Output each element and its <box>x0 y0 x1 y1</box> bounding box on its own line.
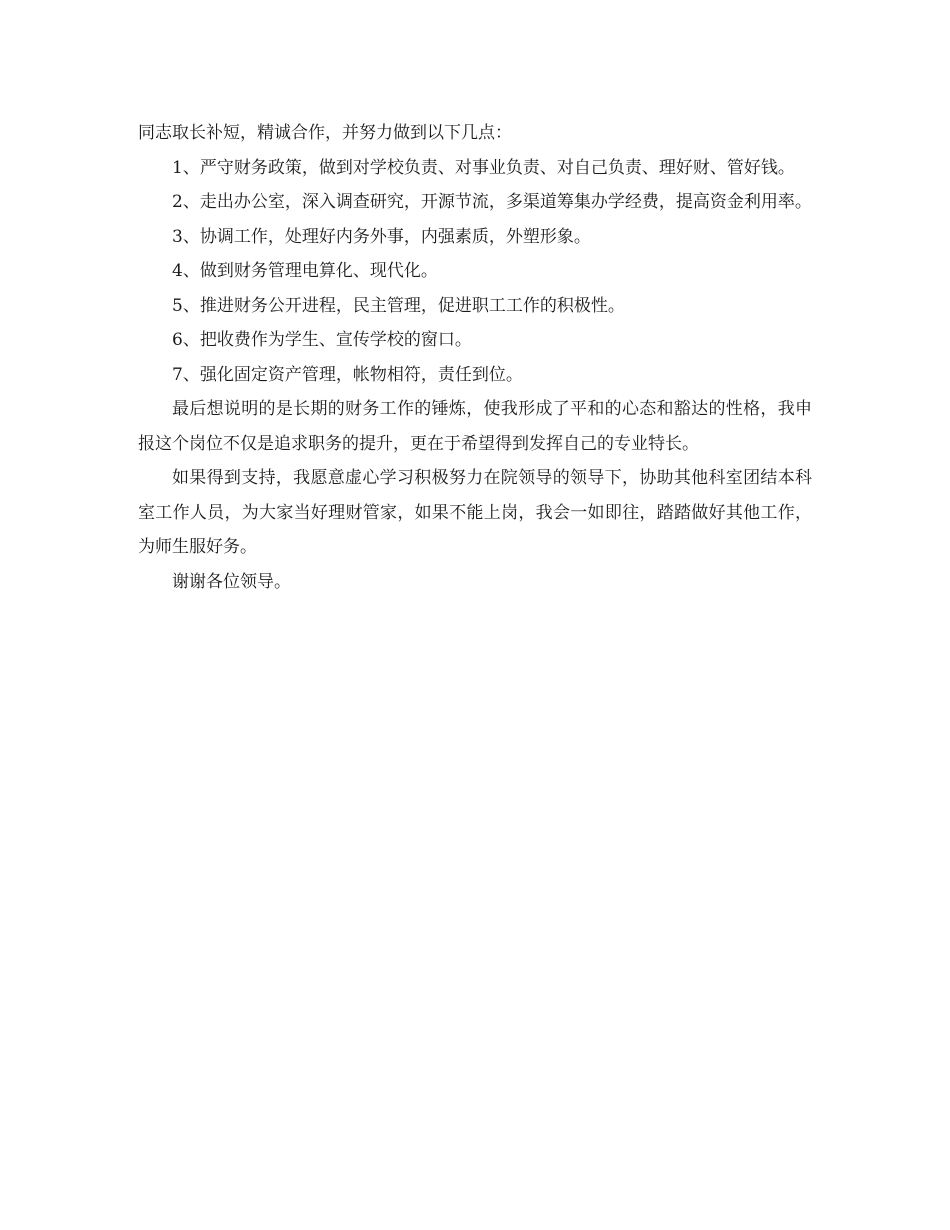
closing-paragraph-commitment: 如果得到支持，我愿意虚心学习积极努力在院领导的领导下，协助其他科室团结本科室工作人员，为大家当好理财管家，如果不能上岗，我会一如即往，踏踏做好其他工作，为师生服好务。 <box>138 468 812 557</box>
list-item-point-7: 7、强化固定资产管理，帐物相符，责任到位。 <box>172 364 523 385</box>
closing-paragraph-thanks: 谢谢各位领导。 <box>172 571 291 592</box>
list-item-point-6: 6、把收费作为学生、宣传学校的窗口。 <box>172 330 472 350</box>
closing-paragraph-reflection: 最后想说明的是长期的财务工作的锤炼，使我形成了平和的心态和豁达的性格，我申报这个岗位不仅是追求职务的提升，更在于希望得到发挥自己的专业特长。 <box>138 399 812 454</box>
list-item-point-5: 5、推进财务公开进程，民主管理，促进职工工作的积极性。 <box>172 295 625 316</box>
document-body <box>138 116 812 599</box>
lead-line: 同志取长补短，精诚合作，并努力做到以下几点： <box>138 123 512 143</box>
list-item-point-2: 2、走出办公室，深入调查研究，开源节流，多渠道筹集办学经费，提高资金利用率。 <box>172 192 812 212</box>
list-item-point-3: 3、协调工作，处理好内务外事，内强素质，外塑形象。 <box>172 226 591 247</box>
list-item-point-4: 4、做到财务管理电算化、现代化。 <box>172 261 438 281</box>
list-item-point-1: 1、严守财务政策，做到对学校负责、对事业负责、对自己负责、理好财、管好钱。 <box>172 157 795 178</box>
